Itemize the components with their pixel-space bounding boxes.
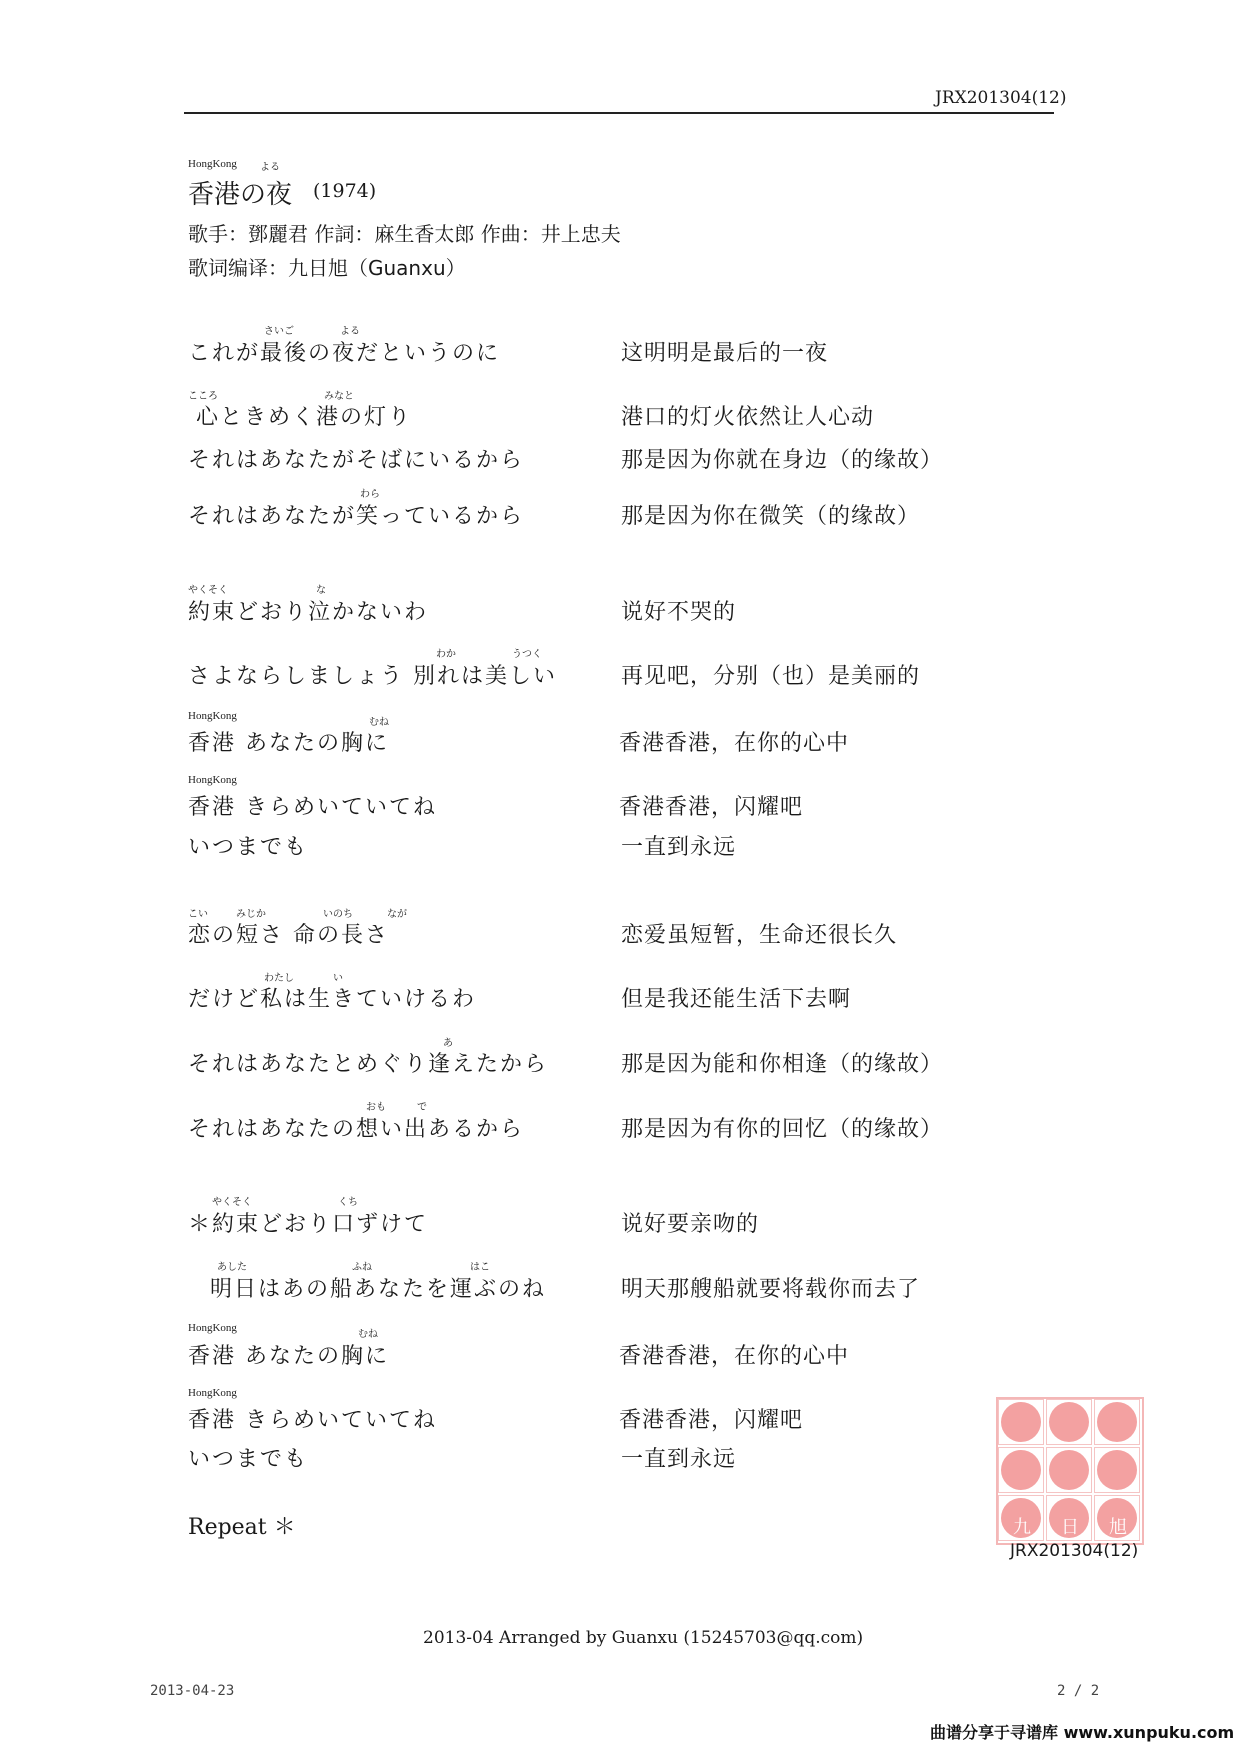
seal-char: 九: [1013, 1517, 1031, 1538]
document-code: JRX201304(12): [935, 88, 1067, 108]
ruby-annotation: な: [316, 585, 326, 596]
ruby-english: HongKong: [188, 1387, 237, 1399]
lyric-chinese: 明天那艘船就要将载你而去了: [621, 1277, 921, 1302]
ruby-annotation: こい: [188, 909, 208, 920]
lyric-japanese: 恋の短さ 命の長さ: [188, 923, 389, 948]
lyric-japanese: それはあなたが笑っているから: [188, 504, 525, 529]
lyric-chinese: 香港香港，闪耀吧: [619, 795, 804, 820]
footer-date: 2013-04-23: [150, 1683, 235, 1699]
lyric-chinese: 那是因为能和你相逢（的缘故）: [621, 1052, 944, 1077]
ruby-annotation: やくそく: [188, 585, 228, 596]
lyric-japanese: それはあなたとめぐり逢えたから: [188, 1052, 549, 1077]
ruby-annotation: わら: [360, 489, 380, 500]
lyric-japanese: 香港 あなたの胸に: [188, 731, 389, 756]
ruby-annotation: むね: [358, 1329, 378, 1340]
lyric-japanese: それはあなたがそばにいるから: [188, 448, 525, 473]
ruby-annotation: あした: [217, 1262, 247, 1273]
lyric-chinese: 香港香港，闪耀吧: [619, 1408, 804, 1433]
ruby-annotation: あ: [443, 1038, 453, 1049]
lyric-japanese: 香港 きらめいていてね: [188, 1408, 437, 1433]
lyric-japanese: ＊約束どおり口ずけて: [188, 1212, 429, 1237]
ruby-annotation: よる: [340, 326, 360, 337]
lyric-chinese: 但是我还能生活下去啊: [621, 987, 852, 1012]
ruby-annotation: い: [333, 973, 343, 984]
song-year: (1974): [313, 180, 377, 202]
seal-char: 旭: [1109, 1517, 1127, 1538]
ruby-annotation: うつく: [512, 649, 542, 660]
lyric-chinese: 一直到永远: [621, 1447, 737, 1472]
ruby-annotation: わたし: [264, 973, 294, 984]
ruby-annotation: なが: [387, 909, 407, 920]
lyric-chinese: 恋爱虽短暂，生命还很长久: [621, 923, 898, 948]
translator-credit: 歌词编译：九日旭（Guanxu）: [188, 256, 466, 280]
stamp-code: JRX201304(12): [1010, 1541, 1139, 1561]
seal-stamp: [996, 1397, 1144, 1545]
ruby-annotation: みじか: [236, 909, 266, 920]
ruby-english: HongKong: [188, 710, 237, 722]
lyric-chinese: 再见吧，分别（也）是美丽的: [621, 664, 921, 689]
lyric-chinese: 那是因为有你的回忆（的缘故）: [621, 1117, 944, 1142]
ruby-annotation: わか: [436, 649, 456, 660]
ruby-english: HongKong: [188, 774, 237, 786]
header-rule: [184, 112, 1054, 114]
ruby-annotation: おも: [366, 1102, 386, 1113]
arrangement-credit: 2013-04 Arranged by Guanxu (15245703@qq.com): [423, 1628, 864, 1648]
repeat-marker: Repeat ＊: [188, 1515, 296, 1540]
title-ruby-kana: よる: [260, 162, 280, 173]
lyric-chinese: 说好要亲吻的: [621, 1212, 760, 1237]
song-credits: 歌手：鄧麗君 作詞：麻生香太郎 作曲：井上忠夫: [188, 222, 621, 246]
ruby-annotation: むね: [369, 717, 389, 728]
lyric-chinese: 那是因为你就在身边（的缘故）: [621, 448, 944, 473]
seal-char: 日: [1061, 1517, 1079, 1538]
ruby-annotation: やくそく: [212, 1197, 252, 1208]
lyric-chinese: 那是因为你在微笑（的缘故）: [621, 504, 921, 529]
title-ruby-english: HongKong: [188, 158, 237, 170]
lyric-chinese: 港口的灯火依然让人心动: [621, 405, 875, 430]
ruby-annotation: はこ: [470, 1262, 490, 1273]
lyric-japanese: 香港 あなたの胸に: [188, 1344, 389, 1369]
lyric-japanese: 約束どおり泣かないわ: [188, 600, 429, 625]
ruby-annotation: ふね: [352, 1262, 372, 1273]
lyric-chinese: 说好不哭的: [621, 600, 737, 625]
ruby-annotation: で: [417, 1102, 427, 1113]
lyric-japanese: 明日はあの船あなたを運ぶのね: [210, 1277, 547, 1302]
ruby-annotation: さいご: [264, 326, 294, 337]
source-watermark: 曲谱分享于寻谱库 www.xunpuku.com: [930, 1723, 1235, 1742]
ruby-annotation: みなと: [324, 391, 354, 402]
lyric-japanese: さよならしましょう 別れは美しい: [188, 664, 557, 689]
lyric-japanese: それはあなたの想い出あるから: [188, 1117, 525, 1142]
lyric-japanese: これが最後の夜だというのに: [188, 341, 501, 366]
lyric-japanese: 心ときめく港の灯り: [196, 405, 413, 430]
ruby-annotation: いのち: [323, 909, 353, 920]
lyric-chinese: 一直到永远: [621, 835, 737, 860]
ruby-annotation: こころ: [188, 391, 218, 402]
lyric-japanese: だけど私は生きていけるわ: [188, 987, 477, 1012]
lyric-chinese: 香港香港，在你的心中: [619, 1344, 850, 1369]
lyric-japanese: 香港 きらめいていてね: [188, 795, 437, 820]
page-number: 2 / 2: [1057, 1683, 1100, 1699]
ruby-english: HongKong: [188, 1322, 237, 1334]
lyric-chinese: 香港香港，在你的心中: [619, 731, 850, 756]
lyric-japanese: いつまでも: [188, 835, 309, 860]
ruby-annotation: くち: [338, 1197, 358, 1208]
lyric-chinese: 这明明是最后的一夜: [621, 341, 829, 366]
lyric-japanese: いつまでも: [188, 1447, 309, 1472]
song-title: 香港の夜: [188, 180, 293, 210]
